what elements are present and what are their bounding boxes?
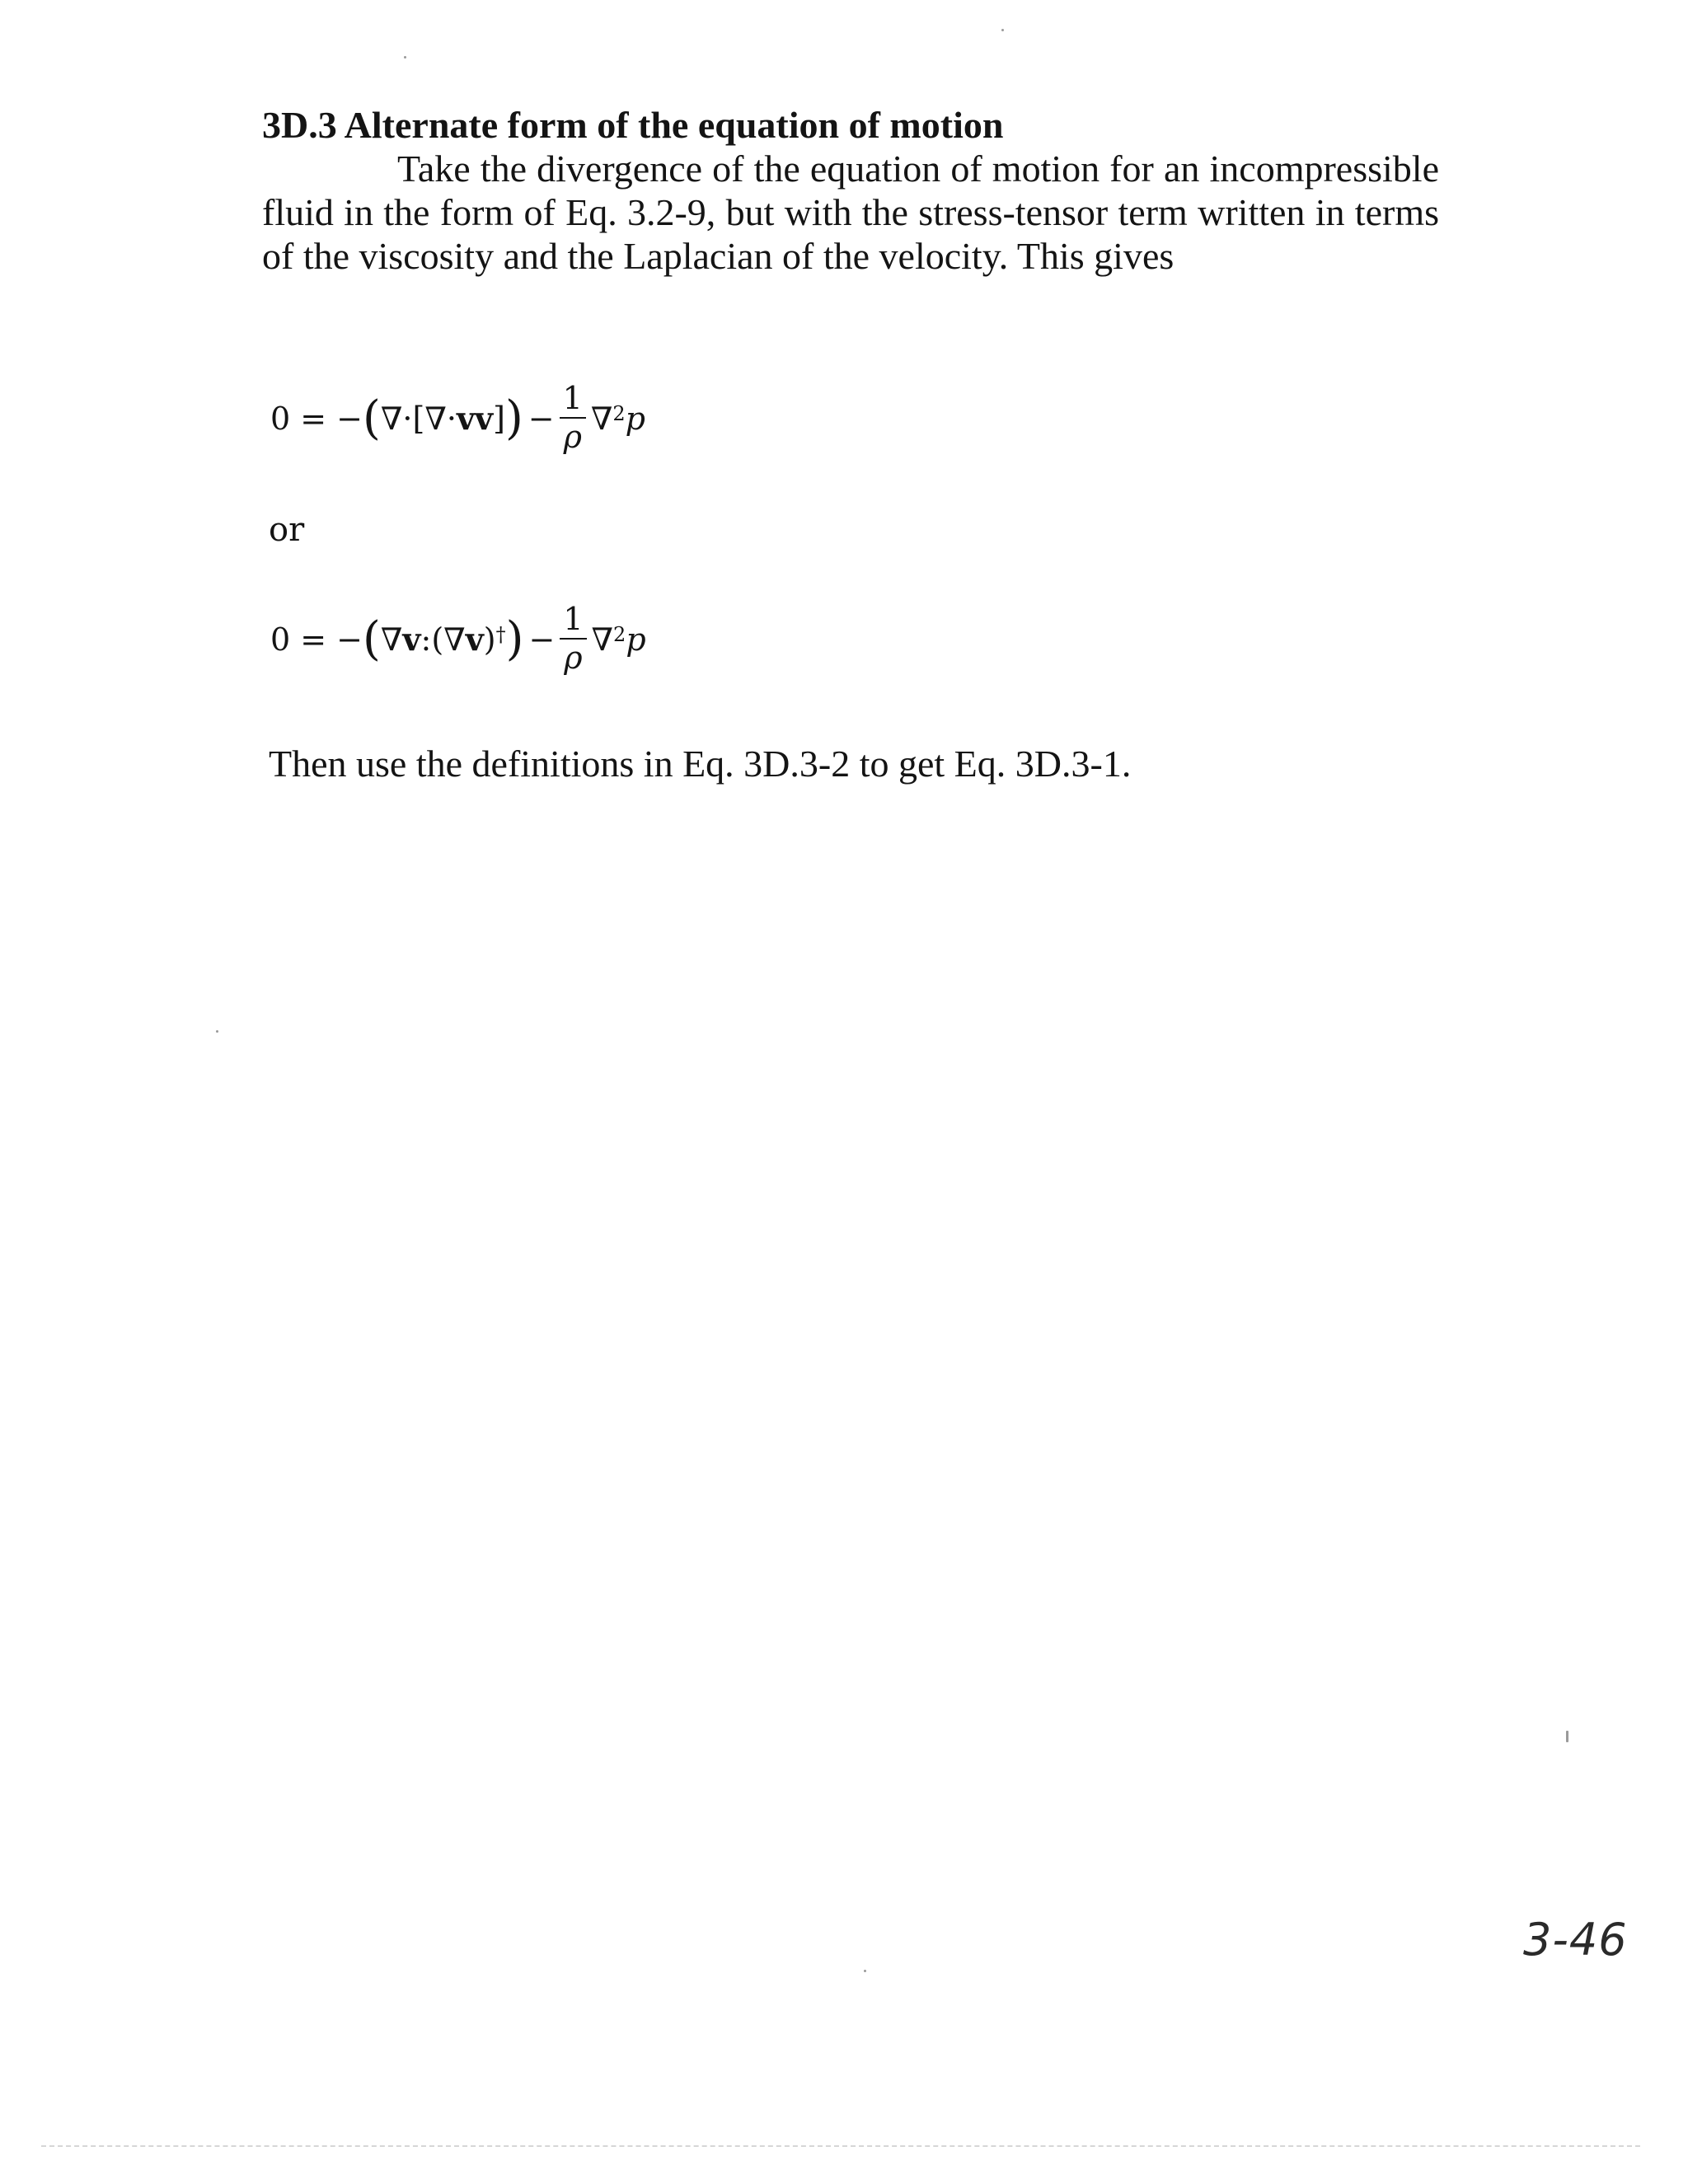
eq1-body-b: vv	[456, 399, 494, 437]
scan-edge-line	[41, 2145, 1640, 2147]
scan-speck	[216, 1030, 218, 1033]
eq2-body-b: v	[402, 620, 421, 658]
scan-speck	[1001, 29, 1004, 31]
eq1-minus: −	[528, 400, 555, 437]
eq1-nabla: ∇	[590, 400, 613, 437]
eq2-frac-denominator: ρ	[564, 639, 583, 676]
eq2-dagger: †	[495, 622, 506, 646]
eq2-body-c: :(∇	[420, 621, 466, 658]
final-sentence: Then use the definitions in Eq. 3D.3-2 to get Eq. 3D.3-1.	[269, 743, 1132, 785]
eq2-rparen: )	[505, 612, 524, 666]
eq2-exponent: 2	[613, 622, 626, 646]
eq2-nabla: ∇	[591, 621, 614, 658]
eq1-lhs: 0 = −	[270, 400, 363, 437]
equation-2	[270, 602, 646, 677]
scan-speck	[1566, 1731, 1568, 1742]
eq2-body-a: ∇	[380, 621, 403, 658]
eq2-body-d: v	[465, 620, 484, 658]
eq2-minus: −	[528, 621, 556, 658]
eq2-lparen: (	[363, 612, 381, 666]
eq1-rparen: )	[504, 391, 523, 445]
equation-1	[270, 381, 645, 456]
eq2-fraction	[560, 602, 586, 677]
handwritten-page-number: 3-46	[1523, 1914, 1628, 1966]
or-connector: or	[269, 511, 305, 549]
eq1-body-a: ∇·[∇·	[380, 400, 457, 437]
section-heading: 3D.3 Alternate form of the equation of motion	[262, 104, 1004, 146]
eq1-frac-denominator: ρ	[563, 418, 582, 455]
paragraph-text: Take the divergence of the equation of motion for an incompressible fluid in the form of Eq. 3.2-9, but with the stress-tensor term written in terms of the viscosity and the Laplacian of the velocity. This gives	[262, 148, 1439, 277]
eq1-lparen: (	[363, 391, 381, 445]
eq1-body-c: ]	[493, 400, 505, 437]
scan-speck	[864, 1970, 866, 1972]
eq1-var: p	[625, 400, 645, 437]
eq1-exponent: 2	[612, 401, 626, 425]
eq1-frac-numerator: 1	[560, 381, 586, 419]
body-paragraph	[262, 147, 1439, 278]
eq2-body-e: )	[483, 621, 496, 658]
eq2-lhs: 0 = −	[270, 621, 363, 658]
eq1-fraction	[560, 381, 586, 456]
eq2-var: p	[626, 621, 646, 658]
scan-speck	[404, 56, 406, 59]
eq2-frac-numerator: 1	[560, 602, 586, 640]
